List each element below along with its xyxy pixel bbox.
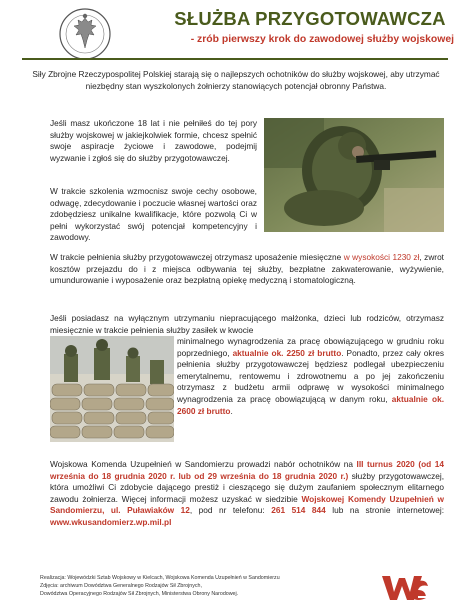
allowance-text-d: . Ponadto, przez cały okres pełnienia służby przygotowawczej będziesz podlegał ubezpieczeniu emerytalnemu, rentowemu i zdrowotnemu a po jej zakończeniu otrzymasz z budżetu armii odprawę w wysokości minimalnego wynagrodzenia za pracę obowiązującą w danym roku, bbox=[177, 347, 444, 404]
military-eagle-emblem-icon bbox=[58, 4, 112, 64]
credits-line-1: Realizacja: Wojewódzki Sztab Wojskowy w Kielcach, Wojskowa Komenda Uzupełnień w Sandomierzu bbox=[40, 575, 280, 581]
recruitment-text-c: służby przygotowawczej, która umożliwi Ci zdobycie dającego prestiż i cieszącego się dużym zaufaniem społecznym elitarnego zawodu żołnierza. Więcej informacji możesz uzyskać w siedzibie bbox=[50, 470, 445, 504]
training-paragraph: W trakcie szkolenia wzmocnisz swoje cechy osobowe, odwagę, zdecydowanie i poczucie własnej wartości oraz zdobędziesz unikalne kwalifikacje, które pozwolą Ci w pełni wykorzystać swój potencjał kompetencyjny i zawodowy. bbox=[50, 186, 257, 243]
recruitment-text-g: lub na stronie internetowej: bbox=[325, 505, 445, 516]
phone-number: 261 514 844 bbox=[271, 505, 326, 516]
credits bbox=[40, 574, 380, 599]
page-subtitle: - zrób pierwszy krok do zawodowej służby wojskowej bbox=[190, 34, 454, 45]
salary-text-a: W trakcie pełnienia służby przygotowawczej otrzymasz uposażenie miesięczne bbox=[50, 252, 344, 262]
recruitment-text-a: Wojskowa Komenda Uzupełnień w Sandomierzu prowadzi nabór ochotników na bbox=[50, 459, 357, 469]
credits-line-2: Zdjęcia: archiwum Dowództwa Generalnego Rodzajów Sił Zbrojnych, bbox=[40, 583, 202, 590]
ws-wojsko-polskie-logo-icon bbox=[380, 572, 430, 604]
page-title: SŁUŻBA PRZYGOTOWAWCZA bbox=[174, 8, 446, 29]
severance-amount: aktualnie ok. 2600 zł brutto bbox=[177, 393, 444, 416]
recruitment-text-e: , pod nr telefonu: bbox=[189, 505, 272, 516]
salary-text-c: , zwrot kosztów przejazdu do i z miejsca odbywania tej służby, bezpłatne zakwaterowanie, wyżywienie, umundurowanie i wyposażenie oraz bezpłatną opiekę medyczną i stomatologiczną. bbox=[50, 252, 444, 286]
allowance-paragraph-start: Jeśli posiadasz na wyłącznym utrzymaniu niepracującego małżonka, dzieci lub rodziców, otrzymasz miesięcznie w trakcie pełnienia służby zasiłek w kwocie bbox=[50, 313, 444, 335]
allowance-amount: aktualnie ok. 2250 zł brutto bbox=[232, 347, 342, 358]
allowance-text-f: . bbox=[230, 405, 233, 416]
office-address: Wojskowej Komendy Uzupełnień w Sandomierzu, ul. Puławiaków 12 bbox=[50, 493, 444, 516]
salary-amount: w wysokości 1230 zł bbox=[343, 252, 420, 262]
allowance-text-b: minimalnego wynagrodzenia za pracę obowiązującego w grudniu roku poprzedniego, bbox=[177, 336, 444, 358]
website-link[interactable]: www.wkusandomierz.wp.mil.pl bbox=[50, 516, 172, 527]
recruitment-paragraph bbox=[50, 459, 444, 529]
eligibility-paragraph: Jeśli masz ukończone 18 lat i nie pełniłeś do tej pory służby wojskowej w jakiejkolwiek formie, chcesz spełnić swoje aspiracje życiowe i zawodowe, podejmij wyzwanie i zgłoś się do służby przygotowawczej. bbox=[50, 118, 257, 163]
soldier-aiming-rifle-photo bbox=[264, 118, 444, 232]
credits-line-3: Dowództwa Operacyjnego Rodzajów Sił Zbrojnych, Ministerstwa Obrony Narodowej. bbox=[40, 591, 239, 598]
soldiers-behind-sandbags-photo bbox=[50, 336, 174, 442]
allowance-paragraph-rest bbox=[177, 336, 444, 417]
intro-paragraph: Siły Zbrojne Rzeczypospolitej Polskiej starają się o najlepszych ochotników do służby wojskowej, aby utrzymać niezbędny stan wyszkolonych żołnierzy stanowiących potencjał obronny Państwa. bbox=[32, 69, 440, 91]
turnus-dates: III turnus 2020 (od 14 września do 18 grudnia 2020 r. lub od 29 września do 18 grudnia 2020 r.) bbox=[50, 459, 444, 481]
salary-paragraph bbox=[50, 252, 444, 287]
header-divider bbox=[22, 58, 448, 60]
